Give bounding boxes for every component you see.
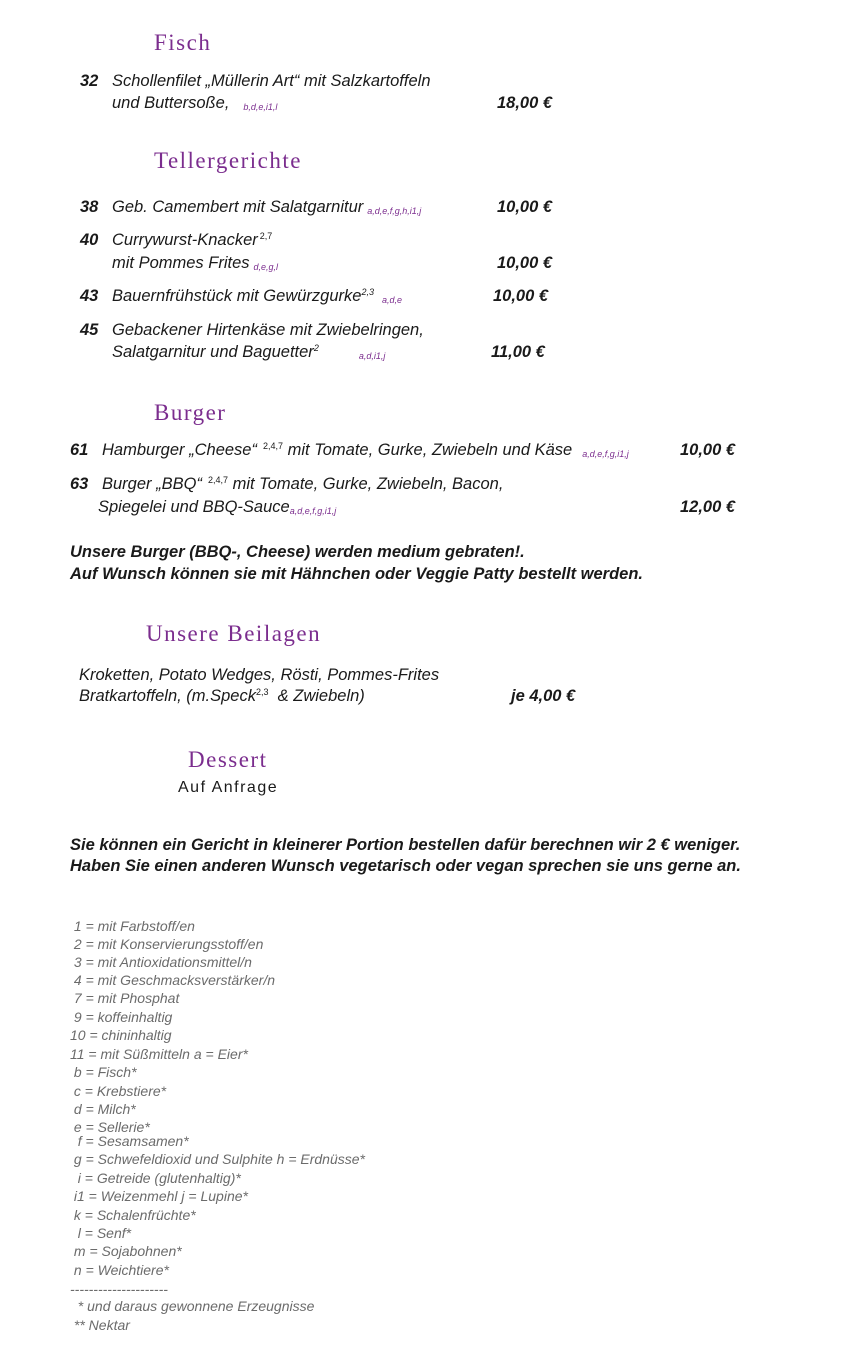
item-description: Burger „BBQ“ $^{2,4,7}$ mit Tomate, Gurke, Zwiebeln, Bacon, (102, 475, 504, 493)
legend-entry: l = Senf* (70, 1225, 132, 1241)
item-price: 10,00 € (497, 254, 553, 272)
section-heading-tellergerichte: Tellergerichte (154, 148, 302, 173)
item-price: 10,00 € (493, 287, 549, 305)
additive-codes: 2 (313, 343, 319, 353)
burger-note-options: Auf Wunsch können sie mit Hähnchen oder Veggie Patty bestellt werden. (70, 565, 644, 583)
item-description-line2: und Buttersoße, b,d,e,i1,l (112, 94, 278, 112)
item-number: 45 (80, 321, 99, 339)
item-description-line2: Spiegelei und BBQ-Saucea,d,e,f,g,i1,j (98, 498, 337, 516)
legend-entry: m = Sojabohnen* (70, 1243, 182, 1259)
legend-entry: d = Milch* (70, 1101, 136, 1117)
legend-entry: e = Sellerie* (70, 1119, 150, 1135)
item-price: 18,00 € (497, 94, 553, 112)
allergen-codes: a,d,e,f,g,i1,j (582, 449, 629, 459)
legend-entry: g = Schwefeldioxid und Sulphite h = Erdnüsse* (70, 1151, 365, 1167)
section-heading-dessert: Dessert (188, 747, 268, 772)
legend-entry: i1 = Weizenmehl j = Lupine* (70, 1188, 248, 1204)
allergen-codes: a,d,e (381, 295, 402, 305)
legend-entry: i = Getreide (glutenhaltig)* (70, 1170, 241, 1186)
item-description: Bauernfrühstück mit Gewürzgurke$^{2,3}$a,d,e (112, 287, 402, 305)
legend-entry: n = Weichtiere* (70, 1262, 169, 1278)
section-heading-burger: Burger (154, 400, 227, 425)
legend-entry: f = Sesamsamen* (70, 1133, 189, 1149)
item-number: 61 (70, 441, 89, 459)
item-price: 10,00 € (497, 198, 553, 216)
item-price: 11,00 € (491, 343, 545, 361)
item-number: 63 (70, 475, 89, 493)
item-description: Currywurst-Knacker $^{2,7}$ (112, 231, 273, 249)
legend-entry: 3 = mit Antioxidationsmittel/n (70, 954, 252, 970)
section-heading-fisch: Fisch (154, 30, 212, 55)
footnote-nectar: ** Nektar (70, 1317, 130, 1333)
item-description: Schollenfilet „Müllerin Art“ mit Salzkartoffeln (112, 72, 431, 90)
burger-note-medium: Unsere Burger (BBQ-, Cheese) werden medium gebraten!. (70, 543, 525, 561)
legend-entry: 1 = mit Farbstoff/en (70, 918, 195, 934)
legend-entry: 9 = koffeinhaltig (70, 1009, 173, 1025)
item-number: 40 (80, 231, 99, 249)
info-special-wishes: Haben Sie einen anderen Wunsch vegetarisch oder vegan sprechen sie uns gerne an. (70, 857, 741, 875)
additive-codes: 2,4,7 (207, 475, 228, 485)
allergen-codes: a,d,i1,j (358, 351, 386, 361)
item-price: 10,00 € (680, 441, 736, 459)
section-heading-beilagen: Unsere Beilagen (146, 621, 322, 646)
footnote-divider: --------------------- (70, 1281, 168, 1297)
item-number: 38 (80, 198, 99, 216)
sides-list-line1: Kroketten, Potato Wedges, Rösti, Pommes-Frites (79, 666, 440, 684)
sides-price: je 4,00 € (511, 687, 576, 705)
footnote-derived-products: * und daraus gewonnene Erzeugnisse (70, 1298, 315, 1314)
allergen-codes: b,d,e,i1,l (243, 102, 278, 112)
item-description-line2: mit Pommes Frites d,e,g,l (112, 254, 279, 272)
legend-entry: 2 = mit Konservierungsstoff/en (70, 936, 264, 952)
legend-entry: b = Fisch* (70, 1064, 137, 1080)
legend-entry: 7 = mit Phosphat (70, 990, 180, 1006)
item-number: 43 (80, 287, 99, 305)
legend-entry: c = Krebstiere* (70, 1083, 167, 1099)
additive-codes: 2,4,7 (262, 441, 284, 451)
legend-entry: 11 = mit Süßmitteln a = Eier* (70, 1046, 248, 1062)
item-description-line2: Salatgarnitur und Baguetter$^2$a,d,i1,j (112, 343, 386, 361)
legend-entry: 4 = mit Geschmacksverstärker/n (70, 972, 276, 988)
additive-codes: 2,3 (255, 687, 269, 697)
additive-codes: 2,3 (361, 287, 374, 297)
allergen-codes: a,d,e,f,g,h,i1,j (367, 206, 422, 216)
item-description: Geb. Camembert mit Salatgarnitur a,d,e,f,g,h,i1,j (112, 198, 422, 216)
item-number: 32 (80, 72, 99, 90)
dessert-availability: Auf Anfrage (178, 779, 279, 796)
info-small-portion: Sie können ein Gericht in kleinerer Portion bestellen dafür berechnen wir 2 € weniger. (70, 836, 741, 854)
allergen-codes: a,d,e,f,g,i1,j (289, 506, 337, 516)
item-description: Gebackener Hirtenkäse mit Zwiebelringen, (112, 321, 424, 339)
item-price: 12,00 € (680, 498, 736, 516)
legend-entry: 10 = chininhaltig (70, 1027, 172, 1043)
additive-codes: 2,7 (259, 231, 273, 241)
legend-entry: k = Schalenfrüchte* (70, 1207, 196, 1223)
allergen-codes: d,e,g,l (253, 262, 279, 272)
item-description: Hamburger „Cheese“ $^{2,4,7}$ mit Tomate, Gurke, Zwiebeln und Käse a,d,e,f,g,i1,j (102, 441, 629, 459)
sides-list-line2: Bratkartoffeln, (m.Speck$^{2,3}$ & Zwiebeln) (79, 687, 365, 705)
